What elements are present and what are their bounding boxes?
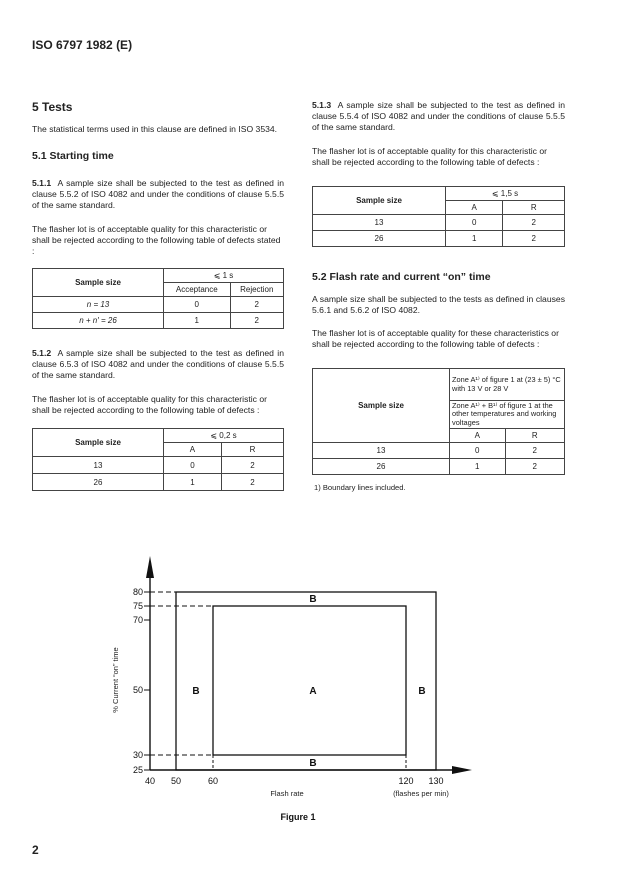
table-row-size: 26: [33, 474, 164, 491]
x-tick-label: 60: [207, 776, 219, 786]
table-cell-r: 2: [221, 474, 283, 491]
table-cell-a: 0: [450, 443, 506, 459]
zone-b-label-top: B: [309, 594, 317, 605]
paragraph-5-1-3-acceptance: The flasher lot is of acceptable quality for this characteristic or shall be rejected according to the following table of defects :: [312, 146, 548, 167]
y-axis-arrow: [146, 556, 154, 578]
paragraph-5-2: A sample size shall be subjected to the tests as defined in clauses 5.6.1 and 5.6.2 of ISO 4082.: [312, 294, 565, 315]
acceptance-header: A: [446, 201, 503, 215]
document-header: ISO 6797 1982 (E): [32, 38, 133, 52]
section-5-1-title: 5.1 Starting time: [32, 150, 114, 162]
y-tick-label: 75: [132, 601, 143, 611]
acceptance-header: A: [164, 443, 222, 457]
paragraph-text: A sample size shall be subjected to the test as defined in clause 5.5.2 of ISO 4082 and under the conditions of clause 5.5.5 of the same standard.: [32, 178, 284, 210]
zone-a-boundary: [213, 606, 406, 755]
table-cell-a: 0: [164, 297, 231, 313]
figure-caption: Figure 1: [280, 812, 316, 822]
y-tick-label: 25: [132, 765, 143, 775]
x-tick-label: 50: [170, 776, 182, 786]
table-cell-r: 2: [230, 297, 283, 313]
clause-number: 5.1.2: [32, 348, 52, 358]
limit-header: ⩽ 1 s: [164, 269, 284, 283]
y-axis-label: % Current “on” time: [111, 647, 120, 713]
y-tick-label: 50: [132, 685, 143, 695]
x-axis-unit: (flashes per min): [393, 789, 449, 798]
table-cell-r: 2: [503, 215, 565, 231]
table-cell-a: 0: [446, 215, 503, 231]
sample-size-header: Sample size: [313, 187, 446, 215]
table-row-size: 26: [313, 459, 450, 475]
zone-b-outer-boundary: [176, 592, 436, 770]
paragraph-5-2-acceptance: The flasher lot is of acceptable quality for these characteristics or shall be rejected according to the following table of defects :: [312, 328, 559, 349]
table-cell-r: 2: [221, 457, 283, 474]
x-tick-label: 40: [144, 776, 156, 786]
table-row-size: n + n′ = 26: [33, 313, 164, 329]
table-cell-a: 1: [164, 474, 222, 491]
sample-size-header: Sample size: [313, 369, 450, 443]
section-5-title: 5 Tests: [32, 100, 73, 114]
rejection-header: R: [505, 429, 564, 443]
section-5-2-title: 5.2 Flash rate and current “on” time: [312, 271, 491, 283]
table-cell-r: 2: [505, 443, 564, 459]
y-tick-label: 70: [132, 615, 143, 625]
table-cell-r: 2: [230, 313, 283, 329]
x-axis-label: Flash rate: [270, 789, 304, 798]
section-5-text: The statistical terms used in this clause are defined in ISO 3534.: [32, 124, 278, 134]
paragraph-text: A sample size shall be subjected to the test as defined in clause 6.5.3 of ISO 4082 and under the conditions of clause 5.5.5 of the same standard.: [32, 348, 284, 380]
x-tick-label: 130: [428, 776, 444, 786]
acceptance-header: Acceptance: [164, 283, 231, 297]
zone-a-label: A: [309, 686, 317, 697]
sample-size-header: Sample size: [33, 429, 164, 457]
clause-number: 5.1.3: [312, 100, 332, 110]
clause-number: 5.1.1: [32, 178, 52, 188]
table-cell-a: 1: [446, 231, 503, 247]
rejection-header: R: [503, 201, 565, 215]
table-row-size: 13: [313, 443, 450, 459]
sample-size-header: Sample size: [33, 269, 164, 297]
y-tick-label: 80: [132, 587, 143, 597]
table-row-size: 13: [33, 457, 164, 474]
limit-header: ⩽ 0,2 s: [164, 429, 284, 443]
paragraph-5-1-1-acceptance: The flasher lot is of acceptable quality for this characteristic or shall be rejected according to the following table of defects stated :: [32, 224, 281, 256]
zone-a-condition: Zone A¹⁾ of figure 1 at (23 ± 5) °C with 13 V or 28 V: [450, 369, 565, 401]
table-cell-r: 2: [505, 459, 564, 475]
acceptance-header: A: [450, 429, 506, 443]
rejection-header: Rejection: [230, 283, 283, 297]
y-tick-label: 30: [132, 750, 143, 760]
table-footnote: 1) Boundary lines included.: [314, 483, 406, 492]
x-axis-arrow: [452, 766, 472, 774]
zone-b-label-right: B: [418, 686, 426, 697]
paragraph-text: A sample size shall be subjected to the test as defined in clause 5.5.4 of ISO 4082 and under the conditions of clause 5.5.5 of the same standard.: [312, 100, 565, 132]
zone-b-label-bottom: B: [309, 758, 317, 769]
table-row-size: n = 13: [33, 297, 164, 313]
table-row-size: 13: [313, 215, 446, 231]
rejection-header: R: [221, 443, 283, 457]
table-row-size: 26: [313, 231, 446, 247]
limit-header: ⩽ 1,5 s: [446, 187, 565, 201]
paragraph-5-1-2-acceptance: The flasher lot is of acceptable quality for this characteristic or shall be rejected according to the following table of defects :: [32, 394, 268, 415]
x-tick-label: 120: [398, 776, 414, 786]
page-number: 2: [32, 843, 39, 857]
table-cell-a: 1: [450, 459, 506, 475]
table-cell-r: 2: [503, 231, 565, 247]
table-cell-a: 1: [164, 313, 231, 329]
table-cell-a: 0: [164, 457, 222, 474]
zone-ab-condition: Zone A¹⁾ + B¹⁾ of figure 1 at the other temperatures and working voltages: [450, 401, 565, 429]
zone-b-label-left: B: [192, 686, 200, 697]
